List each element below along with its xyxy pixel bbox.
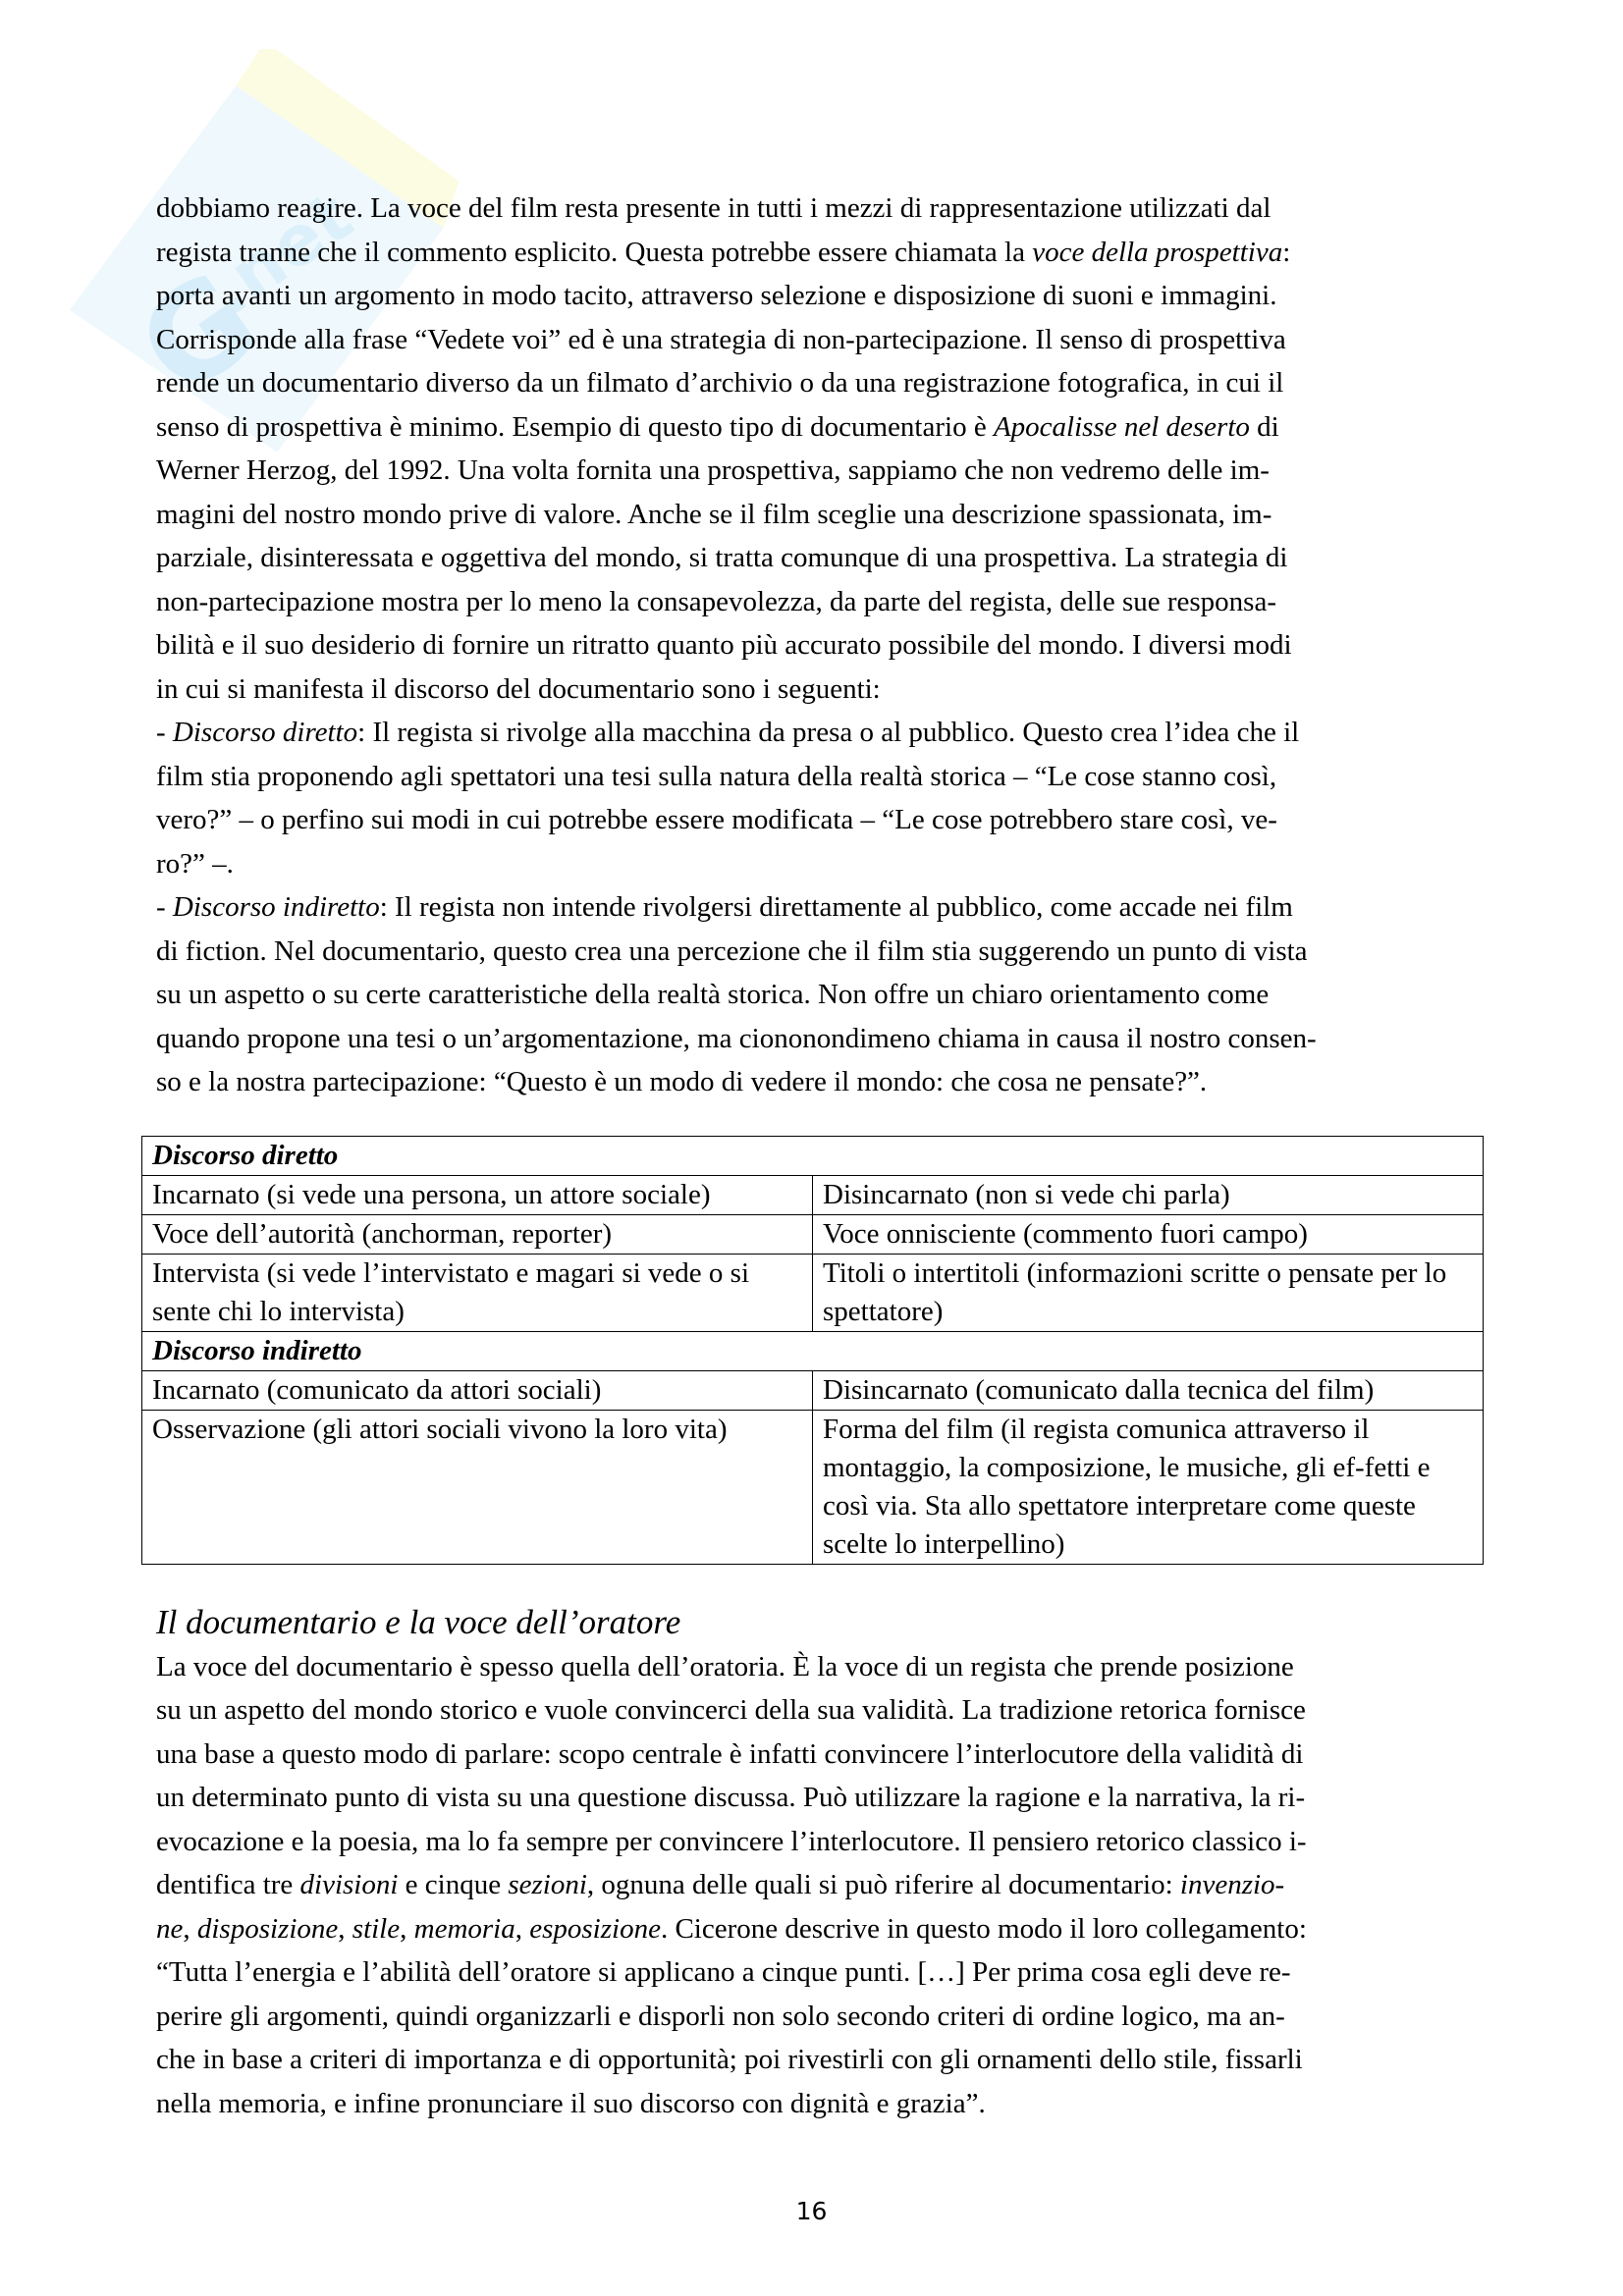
page-number: 16 xyxy=(795,2197,828,2225)
table-row: Intervista (si vede l’intervistato e magari si vede o si sente chi lo intervista) Titoli o intertitoli (informazioni scritte o pensate per lo spettatore) xyxy=(142,1254,1484,1331)
table-row: Voce dell’autorità (anchorman, reporter) Voce onnisciente (commento fuori campo) xyxy=(142,1214,1484,1254)
table-header-direct: Discorso diretto xyxy=(142,1136,1484,1175)
paragraph-orator-voice: La voce del documentario è spesso quella dell’oratoria. È la voce di un regista che prende posizione su un aspetto del mondo storico e vuole convincerci della sua validità. La tradizione retorica fornisce una base a questo modo di parlare: scopo centrale è infatti convincere l’interlocutore della validità di un determinato punto di vista su una questione discussa. Può utilizzare la ragione e la narrativa, la ri- evocazione e la poesia, ma lo fa sempre per convincere l’interlocutore. Il pensiero retorico classico i- dentifica tre divisioni e cinque sezioni, ognuna delle quali si può riferire al documentario: invenzio- ne, disposizione, stile, memoria, esposizione. Cicerone descrive in questo modo il loro collegamento: “Tutta l’energia e l’abilità dell’oratore si applicano a cinque punti. […] Per prima cosa egli deve re- perire gli argomenti, quindi organizzarli e disporli non solo secondo criteri di ordine logico, ma an- che in base a criteri di importanza e di opportunità; poi rivestirli con gli ornamenti dello stile, fissarli nella memoria, e infine pronunciare il suo discorso con dignità e grazia”. xyxy=(156,1650,1307,2119)
list-item-indirect-speech: - Discorso indiretto: Il regista non intende rivolgersi direttamente al pubblico, come accade nei film xyxy=(156,891,1293,923)
table-row: Incarnato (si vede una persona, un attore sociale) Disincarnato (non si vede chi parla) xyxy=(142,1175,1484,1214)
list-item-direct-speech: - Discorso diretto: Il regista si rivolge alla macchina da presa o al pubblico. Questo crea l’idea che il xyxy=(156,717,1300,748)
section-title: Il documentario e la voce dell’oratore xyxy=(156,1602,681,1641)
svg-text:.net: .net xyxy=(193,176,367,332)
table-row: Incarnato (comunicato da attori sociali) Disincarnato (comunicato dalla tecnica del film) xyxy=(142,1370,1484,1410)
page-content xyxy=(152,187,1482,2125)
table-header-indirect: Discorso indiretto xyxy=(142,1331,1484,1370)
discourse-table xyxy=(141,1136,1484,1565)
svg-text:G: G xyxy=(112,242,285,425)
table-row: Osservazione (gli attori sociali vivono la loro vita) Forma del film (il regista comunica attraverso il montaggio, la composizione, le musiche, gli ef-fetti e così via. Sta allo spettatore interpretare come queste scelte lo interpellino) xyxy=(142,1410,1484,1564)
paragraph-voice-perspective: dobbiamo reagire. La voce del film resta presente in tutti i mezzi di rappresentazione utilizzati dal regista tranne che il commento esplicito. Questa potrebbe essere chiamata la voce della prospettiva: porta avanti un argomento in modo tacito, attraverso selezione e disposizione di suoni e immagini. Corrisponde alla frase “Vedete voi” ed è una strategia di non-partecipazione. Il senso di prospettiva rende un documentario diverso da un filmato d’archivio o da una registrazione fotografica, in cui il senso di prospettiva è minimo. Esempio di questo tipo di documentario è Apocalisse nel deserto di Werner Herzog, del 1992. Una volta fornita una prospettiva, sappiamo che non vedremo delle im- magini del nostro mondo prive di valore. Anche se il film sceglie una descrizione spassionata, im- parziale, disinteressata e oggettiva del mondo, si tratta comunque di una prospettiva. La strategia di non-partecipazione mostra per lo meno la consapevolezza, da parte del regista, delle sue responsa- bilità e il suo desiderio di fornire un ritratto quanto più accurato possibile del mondo. I diversi modi in cui si manifesta il discorso del documentario sono i seguenti: - Discorso diretto: Il regista si rivolge alla macchina da presa o al pubblico. Questo crea l’idea che il film stia proponendo agli spettatori una tesi sulla natura della realtà storica – “Le cose stanno così, vero?” – o perfino sui modi in cui potrebbe essere modificata – “Le cose potrebbero stare così, ve- ro?” –. - Discorso indiretto: Il regista non intende rivolgersi direttamente al pubblico, come accade nei film di fiction. Nel documentario, questo crea una percezione che il film stia suggerendo un punto di vista su un aspetto o su certe caratteristiche della realtà storica. Non offre un chiaro orientamento come quando propone una tesi o un’argomentazione, ma ciononondimeno chiama in causa il nostro consen- so e la nostra partecipazione: “Questo è un modo di vedere il mondo: che cosa ne pensate?”. xyxy=(156,187,1482,1104)
